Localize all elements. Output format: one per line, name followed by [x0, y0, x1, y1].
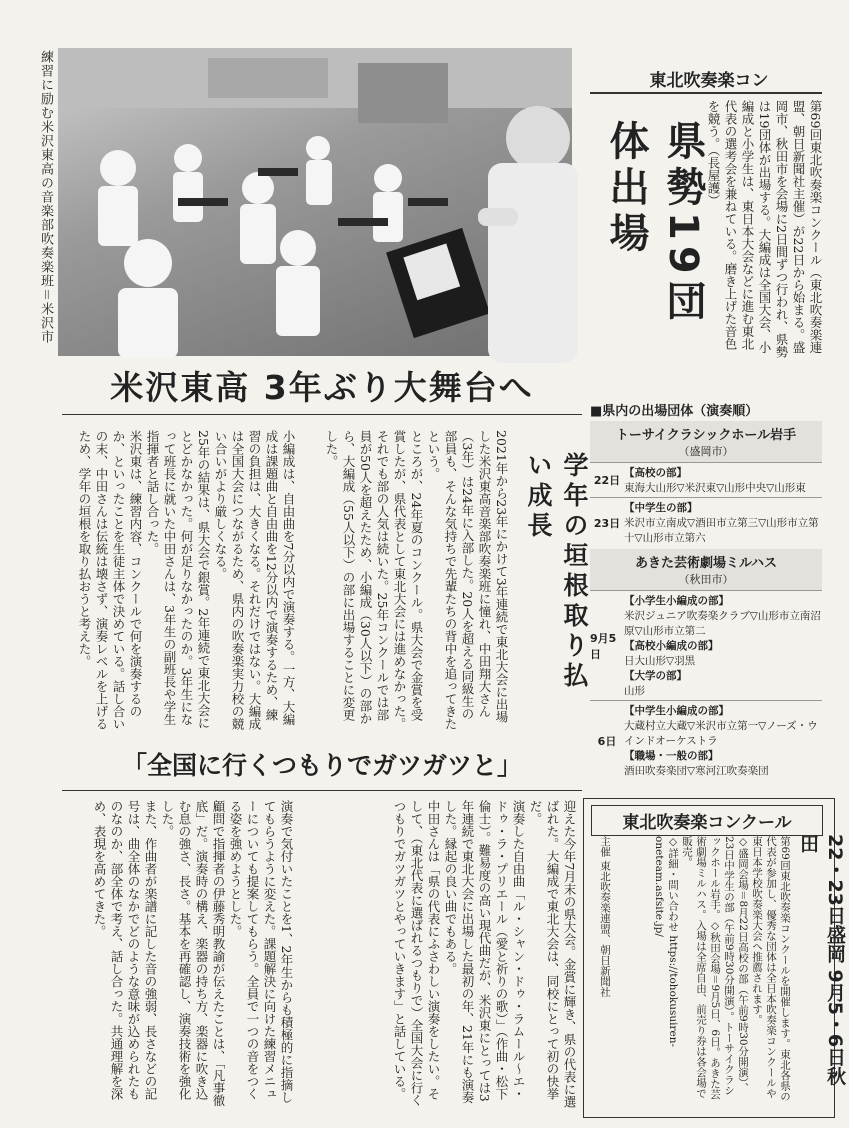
schedule-groups: 酒田吹奏楽団▽寒河江吹奏楽団 [624, 765, 769, 777]
schedule-row [590, 590, 822, 700]
schedule-category: 【職場・一般の部】 [624, 750, 719, 762]
schedule-groups: 山形 [624, 685, 645, 697]
kicker-rule [590, 92, 822, 94]
ad-body [622, 836, 792, 1104]
paragraph: 小編成は、自由曲を7分以内で演奏する。一方、大編成は課題曲と自由曲を12分以内で演奏するため、練習の負担は、大きくなる。それだけではない。大編成は全国大会につながるため、県内の吹奏楽実力校の競い合いがより厳しくなる。 [213, 430, 296, 730]
paragraph: ところが、24年夏のコンクール。県大会で金賞を受賞したが、県代表として東北大会には進めなかった。それでも部の人気は続いた。25年コンクールでは部員が50人を超えたため、小編成（30人以下）の部から、大編成（55人以下）の部に出場することに変更した。 [324, 430, 424, 730]
schedule-category: 【高校の部】 [624, 467, 687, 479]
schedule-groups: 大蔵村立大蔵▽米沢市立第一▽ノーズ・ウインドオーケストラ [624, 720, 818, 747]
schedule-day: 6日 [597, 734, 617, 748]
news-photo [58, 48, 572, 356]
schedule-category: 【大学の部】 [624, 670, 687, 682]
venue-name: あきた芸術劇場ミルハス [634, 556, 778, 571]
schedule-title: ■県内の出場団体（演奏順） [590, 404, 759, 419]
paragraph: 演奏で気付いたことを1、2年生からも積極的に指摘してもらうように変えた。課題解決に向けた練習メニューについても提案してもらう。全員で一つの音をつくる姿を強めようとした。 [228, 800, 294, 1104]
body-upper-right [300, 430, 510, 730]
body-lower-right [300, 800, 578, 1110]
paragraph: 2021年から23年にかけて3年連続で東北大会に出場した米沢東高音楽部吹奏楽班に憧れ、中田翔大さん（3年）は24年に入部した。20人を超える同級生の部員も、そんな気持ちで先輩たちの背中を追ってきたという。 [426, 430, 509, 730]
paragraph: また、作曲者が楽譜に記した音の強弱、長さなどの記号は、曲全体のなかでどのような意味が込められたものなのか、部全体で考え、話し合った。共通理解を深め、表現を高めてきた。 [92, 800, 158, 1100]
sidebar-lead: 第69回東北吹奏楽コンクール（東北吹奏楽連盟、朝日新聞社主催）が22日から始まる。盛岡市、秋田市を会場に2日間ずつ行われ、県勢は19団体が出場する。大編成は全国大会、小編成と小学生は、東日本大会などに進む東北代表の選考会を兼ねている。磨き上げた音色を競う。（長屋護） [706, 100, 823, 358]
schedule-groups: 米沢市立南成▽酒田市立第三▽山形市立第十▽山形市立第六 [624, 517, 819, 544]
story-kicker: 東北吹奏楽コン [649, 71, 769, 91]
venue-akita [590, 549, 822, 590]
schedule-groups: 日大山形▽羽黒 [624, 655, 696, 667]
sidebar-headline: 県勢19団体出場 [603, 120, 706, 326]
schedule-category: 【小学生小編成の部】 [624, 595, 729, 607]
paragraph: 25年の結果は、県大会で銀賞。2年連続で東北大会にとどかなかった。何が足りなかったのか。3年生になって班長に就いた中田さんは、3年生の副班長や学生指揮者と話し合った。 [145, 430, 211, 729]
schedule-category: 【高校小編成の部】 [624, 640, 719, 652]
paragraph: 顧問で指揮者の伊藤秀明教諭が伝えたことは、「凡事徹底」だ。演奏時の構え、楽器の持ち方、楽器に吹き込む息の強さ、長さ。基本を再確認し、演奏技術を強化した。 [160, 800, 226, 1107]
venue-city: （秋田市） [678, 573, 734, 586]
photo-caption: 練習に励む米沢東高の音楽部吹奏楽班＝米沢市 [38, 50, 53, 344]
schedule-groups: 米沢ジュニア吹奏楽クラブ▽山形市立南沼原▽山形市立第二 [624, 610, 821, 637]
schedule-category: 【中学生の部】 [624, 502, 698, 514]
paragraph: 迎えた今年7月末の県大会。金賞に輝き、県の代表に選ばれた。大編成で東北大会は、同校にとって初の快挙だ。 [528, 800, 577, 1108]
ad-sponsor: 主催 東北吹奏楽連盟、朝日新聞社 [599, 836, 611, 997]
paragraph: 演奏した自由曲「ル・シャン・ドゥ・ラムール～エ・ドゥ・ラ・プリエール（愛と祈りの歌）」（作曲・松下倫士）。難易度の高い現代曲だが、米沢東にとっては3年連続で東北大会に出場した最初の年、21年にも演奏した。縁起の良い曲でもある。 [443, 800, 526, 1104]
schedule-day: 9月5日 [590, 631, 617, 661]
quote-headline: 「全国に行くつもりでガツガツと」 [121, 751, 522, 780]
ad-contact: ◇詳細・問い合わせ https://tohokusuiren-oneteam.asfsite.jp/ [653, 836, 679, 1048]
ad-description: 第69回東北吹奏楽コンクールを開催します。東北各県の代表が参加し、優秀な団体は全日本吹奏楽コンクールや東日本学校吹奏楽大会へ推薦されます。 [751, 836, 791, 1102]
venue-morioka [590, 421, 822, 462]
schedule-category: 【中学生小編成の部】 [624, 705, 729, 717]
ad-info: ◇盛岡会場＝8月22日高校の部（午前9時30分開演）、23日中学生の部（午前9時30分開演）。トーサイクラシックホール岩手。◇秋田会場＝9月5日、6日。あきた芸術劇場ミルハス。入場は全席自由、前売り券は各会場で販売。 [681, 836, 749, 1100]
paragraph: 米沢東は、練習内容、コンクールで何を演奏するのか、といったことを生徒主体で決めている。話し合いの末、中田さんは伝統は壊さず、演奏レベルを上げるため、学年の垣根を取り払おうと考えた。 [77, 430, 143, 730]
body-upper-left [62, 430, 297, 730]
ad-date: 22・23日盛岡 9月5・6日秋田 [797, 834, 846, 1086]
main-headline: 米沢東高 3年ぶり大舞台へ [110, 368, 534, 407]
venue-name: トーサイクラシックホール岩手 [615, 428, 797, 443]
ad-title: 東北吹奏楽コンクール [591, 805, 823, 836]
body-lower-left [40, 800, 295, 1110]
schedule-panel [590, 400, 822, 790]
paragraph: 中田さんは「県の代表にふさわしい演奏をしたい。そして、（東北代表に選ばれるつもりで）全国大会に行くつもりでガツガツとやっていきます」と話している。 [392, 800, 441, 1107]
schedule-day: 23日 [593, 516, 621, 530]
headline-rule [62, 414, 582, 415]
schedule-groups: 東海大山形▽米沢東▽山形中央▽山形東 [624, 482, 806, 494]
quote-rule [62, 790, 582, 791]
sub-headline: 学年の垣根取り払い成長 [524, 452, 589, 692]
band-practice-photo [58, 48, 572, 356]
schedule-row [590, 700, 822, 780]
venue-city: （盛岡市） [678, 445, 734, 458]
schedule-day: 22日 [593, 474, 621, 487]
schedule-row [590, 497, 822, 547]
schedule-row [590, 462, 822, 497]
